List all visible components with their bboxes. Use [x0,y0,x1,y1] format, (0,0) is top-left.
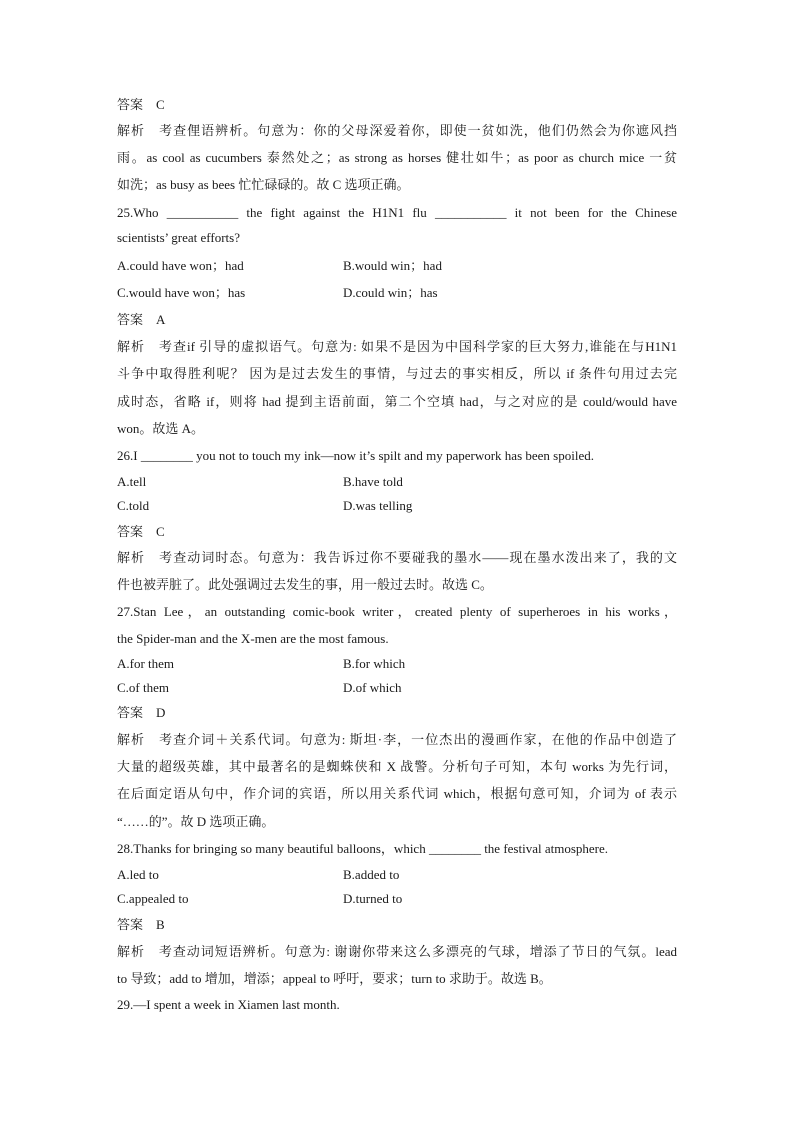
explanation-line: 斗争中取得胜利呢？ 因为是过去发生的事情，与过去的事实相反，所以 if 条件句用过去完 [117,366,677,381]
answer-label: 答案 B [117,917,165,932]
question-29-stem: 29.—I spent a week in Xiamen last month. [117,997,340,1012]
question-27-stem: the Spider-man and the X-men are the most famous. [117,631,389,646]
option-d: D.was telling [343,498,413,513]
answer-label: 答案 D [117,705,166,720]
explanation-line: 在后面定语从句中，作介词的宾语，所以用关系代词 which，根据句意可知，介词为 of 表示 [117,786,677,801]
explanation-line: 如洗；as busy as bees 忙忙碌碌的。故 C 选项正确。 [117,177,410,192]
option-d: D.of which [343,680,402,695]
question-27-stem: 27.Stan Lee，an outstanding comic-book writer，created plenty of superheroes in his works， [117,604,677,619]
option-b: B.have told [343,474,403,489]
option-d: D.could win；has [343,285,438,300]
option-c: C.would have won；has [117,285,246,300]
option-a: A.tell [117,474,147,489]
explanation-line: 解析 考查俚语辨析。句意为：你的父母深爱着你，即使一贫如洗，他们仍然会为你遮风挡 [117,123,677,138]
explanation-line: 成时态，省略 if，则将 had 提到主语前面，第二个空填 had，与之对应的是 could/would have [117,394,677,409]
answer-label: 答案 A [117,312,166,327]
option-a: A.for them [117,656,175,671]
question-25-stem: 25.Who ___________ the fight against the H1N1 flu ___________ it not been for the Chinese [117,205,677,220]
option-c: C.told [117,498,150,513]
option-b: B.would win；had [343,258,442,273]
explanation-line: 件也被弄脏了。此处强调过去发生的事，用一般过去时。故选 C。 [117,577,493,592]
option-a: A.could have won；had [117,258,244,273]
answer-label: 答案 C [117,524,165,539]
answer-label: 答案 C [117,97,165,112]
option-b: B.for which [343,656,406,671]
explanation-line: 解析 考查介词＋关系代词。句意为: 斯坦·李，一位杰出的漫画作家，在他的作品中创造了 [117,732,677,747]
explanation-line: won。故选 A。 [117,421,205,436]
explanation-line: 大量的超级英雄，其中最著名的是蜘蛛侠和 X 战警。分析句子可知，本句 works 为先行词， [117,759,677,774]
question-26-stem: 26.I ________ you not to touch my ink—now it’s spilt and my paperwork has been spoiled. [117,448,594,463]
option-b: B.added to [343,867,400,882]
explanation-line: 解析 考查动词时态。句意为：我告诉过你不要碰我的墨水——现在墨水泼出来了，我的文 [117,550,677,565]
option-a: A.led to [117,867,159,882]
option-d: D.turned to [343,891,403,906]
option-c: C.appealed to [117,891,189,906]
question-25-stem: scientists’ great efforts? [117,230,240,245]
explanation-line: “……的”。故 D 选项正确。 [117,814,275,829]
option-c: C.of them [117,680,169,695]
explanation-line: to 导致；add to 增加，增添；appeal to 呼吁，要求；turn to 求助于。故选 B。 [117,971,552,986]
explanation-line: 雨。as cool as cucumbers 泰然处之；as strong as horses 健壮如牛；as poor as church mice 一贫 [117,150,677,165]
explanation-line: 解析 考查if 引导的虚拟语气。句意为: 如果不是因为中国科学家的巨大努力,谁能在与H1N1 [117,339,677,354]
question-28-stem: 28.Thanks for bringing so many beautiful balloons，which ________ the festival atmosphere. [117,841,609,856]
explanation-line: 解析 考查动词短语辨析。句意为: 谢谢你带来这么多漂亮的气球，增添了节日的气氛。lead [117,944,677,959]
